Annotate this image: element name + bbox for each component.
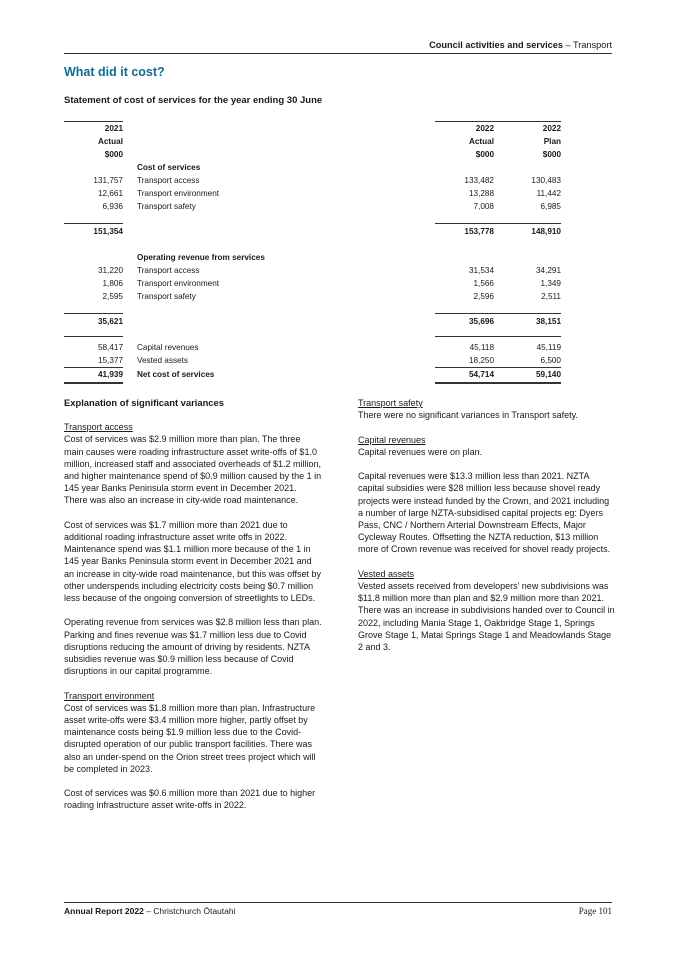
transport-access-para-3: Operating revenue from services was $2.8 million less than plan. Parking and fines revenue was $1.7 million less due to Covid disruptions reducing the amount of driving by residents. NZTA subsidies revenue was $0.9 million less because of Covid disruptions in our capital programme. <box>64 617 322 677</box>
cell-2021: 35,621 <box>97 317 123 326</box>
cell-2021: 41,939 <box>97 370 123 379</box>
cell-2022-plan: 11,442 <box>536 189 561 198</box>
page-header <box>64 40 612 50</box>
subtotal-rule <box>435 313 561 314</box>
table-row <box>64 200 612 213</box>
cell-2022-actual: 31,534 <box>468 266 494 275</box>
cell-2022-plan: 45,119 <box>536 343 561 352</box>
cell-2022-plan: 130,483 <box>531 176 561 185</box>
cell-2021: 31,220 <box>97 266 123 275</box>
subtotal-rule <box>64 223 123 224</box>
cell-2021: 15,377 <box>97 356 123 365</box>
cell-2021: 6,936 <box>102 202 123 211</box>
transport-access-title: Transport access <box>64 422 133 433</box>
transport-environment-para-2: Cost of services was $0.6 million more than 2021 due to higher roading infrastructure asset write-offs in 2022. <box>64 788 316 811</box>
cell-2022-plan: 148,910 <box>531 227 561 236</box>
total-row <box>64 368 612 381</box>
subtotal-row <box>64 225 612 238</box>
cell-2021: 58,417 <box>97 343 123 352</box>
footer-org: Christchurch Ōtautahi <box>153 906 236 916</box>
transport-access-para-2: Cost of services was $1.7 million more than 2021 due to additional roading infrastructure asset write offs in 2022. Maintenance spend was $1.1 million more because of the 1 in 145 year Banks Peninsula storm event in December 2021 and an increase in city-wide road maintenance, but this was offset by other underspends including electricity costs being $0.7 million less because of the ongoing conversion of streetlights to LEDs. <box>64 519 321 604</box>
transport-safety-para-1: There were no significant variances in Transport safety. <box>358 410 578 421</box>
right-column <box>358 397 616 665</box>
cell-2021: 2,595 <box>102 292 123 301</box>
col-2022-actual-unit: $000 <box>475 150 494 159</box>
vested-assets-title: Vested assets <box>358 568 415 579</box>
table-row <box>64 354 612 367</box>
col-2021-type: Actual <box>97 137 123 146</box>
cell-2022-actual: 35,696 <box>468 317 494 326</box>
header-separator: – <box>562 40 574 50</box>
row-label: Net cost of services <box>137 370 215 379</box>
row-label: Transport access <box>137 266 200 275</box>
cell-2022-actual: 54,714 <box>468 370 494 379</box>
table-row <box>64 290 612 303</box>
header-section: Council activities and services <box>429 40 563 50</box>
col-2022-plan-unit: $000 <box>542 150 561 159</box>
footer-separator: – <box>143 906 154 916</box>
transport-environment-section <box>64 690 322 775</box>
transport-environment-para-1: Cost of services was $1.8 million more than plan. Infrastructure asset write-offs were $3.4 million more higher, partly offset by maintenance costs being $1.9 million less due to the Covid-disrupted operation of our public transport facilities. There was also an under-spend on the Orion street trees project which will be completed in 2023. <box>64 702 316 774</box>
row-label: Operating revenue from services <box>137 253 265 262</box>
col-2022-plan-year: 2022 <box>542 124 561 133</box>
table-row <box>64 161 612 174</box>
cell-2022-actual: 1,566 <box>473 279 494 288</box>
left-column <box>64 397 322 824</box>
col-2022-actual-type: Actual <box>468 137 494 146</box>
row-label: Transport environment <box>137 279 220 288</box>
cell-2022-actual: 7,008 <box>473 202 494 211</box>
cell-2022-actual: 18,250 <box>468 356 494 365</box>
cell-2022-plan: 6,985 <box>540 202 561 211</box>
column-header-row <box>64 148 612 161</box>
cell-2022-plan: 59,140 <box>535 370 561 379</box>
cell-2021: 12,661 <box>97 189 123 198</box>
row-label: Vested assets <box>137 356 188 365</box>
cell-2021: 131,757 <box>93 176 123 185</box>
transport-safety-title: Transport safety <box>358 398 423 408</box>
cell-2022-actual: 2,596 <box>473 292 494 301</box>
cell-2022-actual: 13,288 <box>468 189 494 198</box>
cell-2022-plan: 1,349 <box>540 279 561 288</box>
subtotal-rule <box>64 313 123 314</box>
cell-2022-plan: 34,291 <box>535 266 561 275</box>
transport-safety-section <box>358 397 616 421</box>
transport-access-section <box>64 421 322 506</box>
table-row <box>64 251 612 264</box>
row-label: Transport safety <box>137 292 196 301</box>
cell-2022-plan: 2,511 <box>541 292 561 301</box>
subtotal-rule <box>435 223 561 224</box>
capital-revenues-title: Capital revenues <box>358 434 426 445</box>
col-2021-unit: $000 <box>104 150 123 159</box>
capital-revenues-para-1: Capital revenues were on plan. <box>358 446 483 457</box>
page-footer <box>64 906 235 916</box>
col-2022-plan-type: Plan <box>543 137 561 146</box>
row-label: Transport safety <box>137 202 196 211</box>
rule <box>435 336 561 337</box>
vested-assets-para-1: Vested assets received from developers' new subdivisions was $11.8 million more than plan and $2.9 million more than 2021. There was an increase in subdivisions handed over to Council in 2022, including Mania Stage 1, Oakbridge Stage 1, Springs Grove Stage 1, Matai Springs Stage 1 and Meadowlands Stage 2 and 3. <box>358 581 615 653</box>
section-title: What did it cost? <box>64 65 165 79</box>
cell-2022-plan: 6,500 <box>540 356 561 365</box>
subtotal-row <box>64 315 612 328</box>
vested-assets-section <box>358 568 616 653</box>
col-2022-actual-year: 2022 <box>475 124 494 133</box>
capital-revenues-section <box>358 434 616 458</box>
header-rule <box>64 53 612 54</box>
capital-revenues-para-2: Capital revenues were $13.3 million less than 2021. NZTA capital subsidies were $28 million less because shovel ready projects were instead funded by the Crown, and 2021 including a number of large NZTA-subsidised capital projects eg: Dyers Pass, CNC / Northern Arterial Downstream Effects, Major Cycleway Routes. Offsetting the NZTA reduction, $13 million more of Crown revenue was received for shovel ready projects. <box>358 471 611 555</box>
cell-2022-actual: 133,482 <box>464 176 494 185</box>
column-header-row <box>64 122 612 135</box>
transport-access-para-1: Cost of services was $2.9 million more than plan. The three main causes were roading infrastructure asset write-offs of $1.0 million, increased staff and associated overheads of $1.2 million, and higher maintenance spend of $0.9 million caused by the 1 in 145 year Banks Peninsula storm event in December 2021. There was also an increase in city-wide road maintenance. <box>64 434 322 506</box>
variances-heading: Explanation of significant variances <box>64 397 224 408</box>
row-label: Transport access <box>137 176 200 185</box>
table-row <box>64 264 612 277</box>
rule <box>64 336 123 337</box>
column-header-row <box>64 135 612 148</box>
table-title: Statement of cost of services for the year ending 30 June <box>64 95 323 106</box>
footer-rule <box>64 902 612 903</box>
table-row <box>64 174 612 187</box>
row-label: Cost of services <box>137 163 201 172</box>
cell-2022-actual: 45,118 <box>469 343 494 352</box>
table-row <box>64 341 612 354</box>
header-subsection: Transport <box>573 40 612 50</box>
row-label: Capital revenues <box>137 343 199 352</box>
cell-2021: 1,806 <box>102 279 123 288</box>
row-label: Transport environment <box>137 189 220 198</box>
transport-environment-title: Transport environment <box>64 690 155 701</box>
cell-2022-plan: 38,151 <box>535 317 561 326</box>
table-row <box>64 187 612 200</box>
cell-2022-actual: 153,778 <box>464 227 494 236</box>
cell-2021: 151,354 <box>93 227 123 236</box>
footer-report: Annual Report 2022 <box>64 906 144 916</box>
col-2021-year: 2021 <box>104 124 123 133</box>
total-bottom-rule <box>64 382 123 384</box>
page-number: Page 101 <box>578 906 612 916</box>
total-bottom-rule <box>435 382 561 384</box>
table-row <box>64 277 612 290</box>
